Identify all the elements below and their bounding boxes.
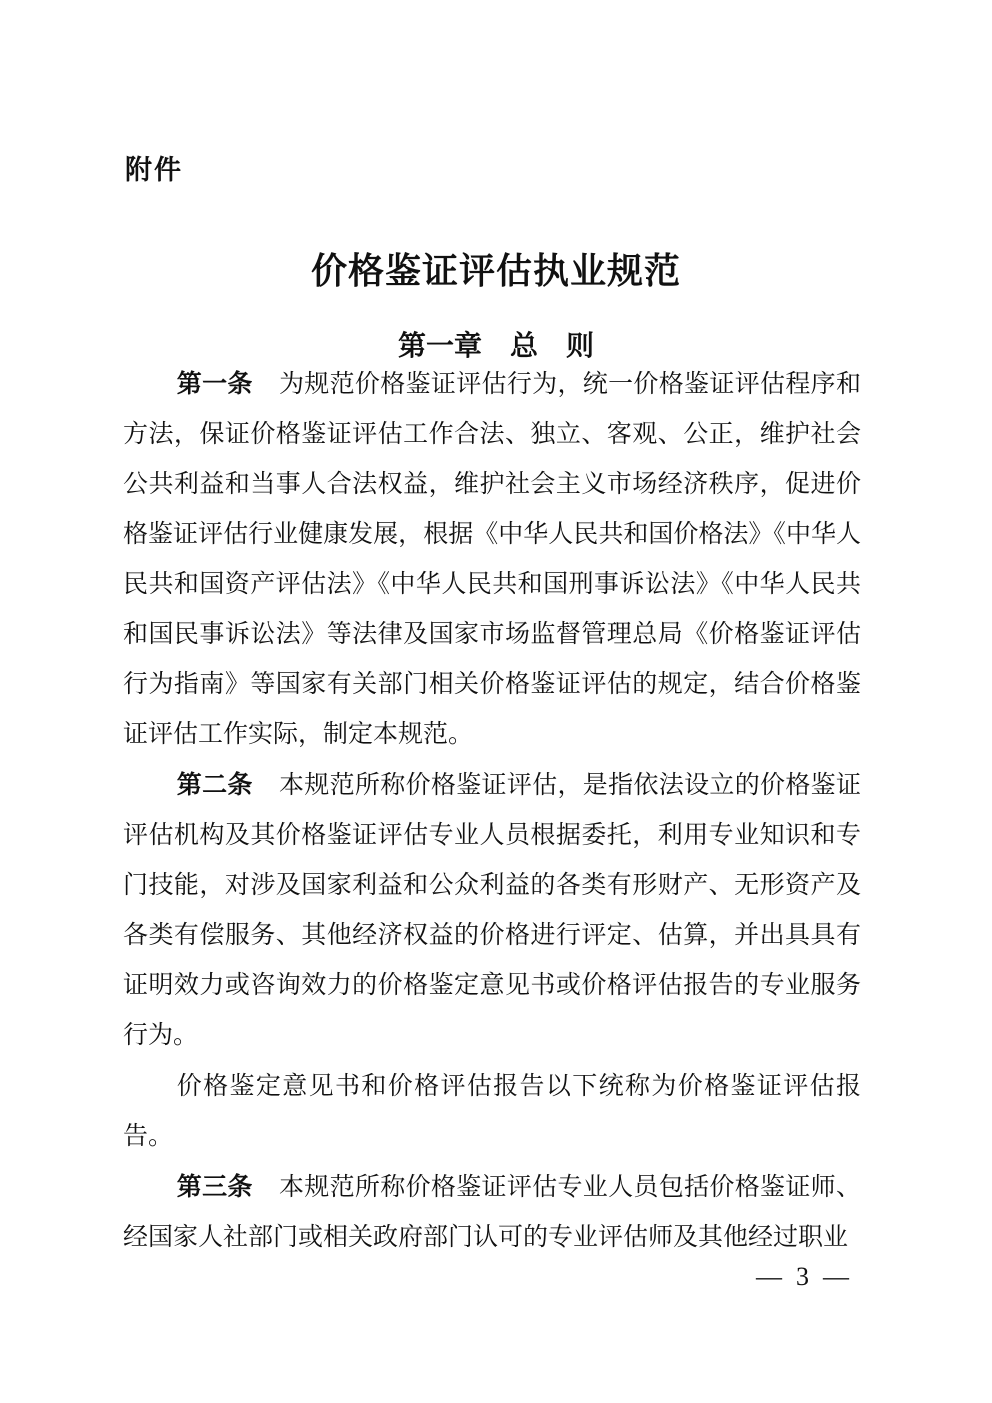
page-footer [756, 1262, 849, 1292]
article-2-label: 第二条 [176, 771, 253, 799]
document-body [123, 359, 861, 1263]
attachment-label: 附件 [125, 155, 183, 185]
paragraph-article-1 [123, 359, 861, 760]
article-2-continuation-text: 价格鉴定意见书和价格评估报告以下统称为价格鉴证评估报告。 [123, 1073, 861, 1150]
article-1-text: 为规范价格鉴证评估行为，统一价格鉴证评估程序和方法，保证价格鉴证评估工作合法、独立、客观、公正，维护社会公共利益和当事人合法权益，维护社会主义市场经济秩序，促进价格鉴证评估行业健康发展，根据《中华人民共和国价格法》《中华人民共和国资产评估法》《中华人民共和国刑事诉讼法》《中华人民共和国民事诉讼法》等法律及国家市场监督管理总局《价格鉴证评估行为指南》等国家有关部门相关价格鉴证评估的规定，结合价格鉴证评估工作实际，制定本规范。 [123, 371, 861, 748]
article-2-text: 本规范所称价格鉴证评估，是指依法设立的价格鉴证评估机构及其价格鉴证评估专业人员根据委托，利用专业知识和专门技能，对涉及国家利益和公众利益的各类有形财产、无形资产及各类有偿服务、其他经济权益的价格进行评定、估算，并出具具有证明效力或咨询效力的价格鉴定意见书或价格评估报告的专业服务行为。 [123, 772, 861, 1049]
document-title: 价格鉴证评估执业规范 [310, 251, 681, 292]
paragraph-article-2 [123, 760, 861, 1061]
article-3-label: 第三条 [176, 1173, 253, 1201]
footer-right-dash: — [823, 1262, 849, 1291]
page-number: 3 [796, 1262, 809, 1291]
chapter-heading: 第一章 总 则 [397, 330, 594, 362]
footer-left-dash: — [756, 1262, 782, 1291]
article-1-label: 第一条 [176, 370, 253, 398]
article-3-text: 本规范所称价格鉴证评估专业人员包括价格鉴证师、经国家人社部门或相关政府部门认可的专业评估师及其他经过职业 [123, 1174, 861, 1251]
paragraph-article-3 [123, 1162, 861, 1263]
paragraph-article-2-continuation [123, 1061, 861, 1162]
